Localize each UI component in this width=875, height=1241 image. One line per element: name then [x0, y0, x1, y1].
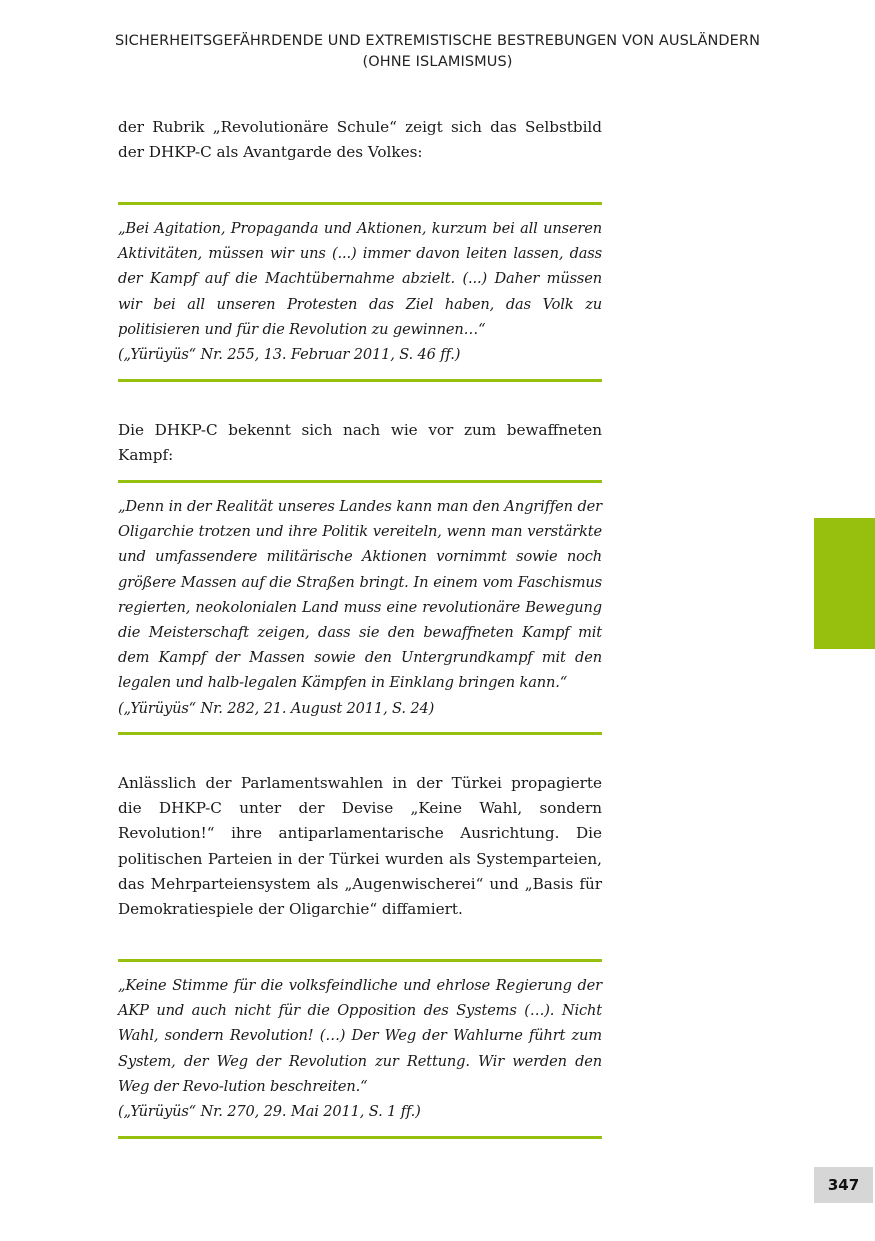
quote-2-source: („Yürüyüs“ Nr. 282, 21. August 2011, S. 24) — [118, 699, 435, 717]
quote-1-top-rule — [118, 202, 602, 205]
quote-3-text: „Keine Stimme für die volksfeindliche und ehrlose Regierung der AKP und auch nicht für die Opposition des Systems (…). Nicht Wahl, sondern Revolution! (…) Der Weg der Wahlurne führt zum System, der Weg der Revolution zur Rettung. Wir werden den Weg der Revo-lution beschreiten.“ — [118, 977, 602, 1095]
quote-block-2 — [118, 494, 602, 721]
quote-1-bottom-rule — [118, 379, 602, 382]
quote-block-1 — [118, 216, 602, 367]
quote-2-text: „Denn in der Realität unseres Landes kann man den Angriffen der Oligarchie trotzen und ihre Politik vereiteln, wenn man verstärkte und umfassendere militärische Aktionen vornimmt sowie noch größere Massen auf die Straßen bringt. In einem vom Faschismus regierten, neokolonialen Land muss eine revolutionäre Bewegung die Meisterschaft zeigen, dass sie den bewaffneten Kampf mit dem Kampf der Massen sowie den Untergrundkampf mit den legalen und halb-legalen Kämpfen in Einklang bringen kann.“ — [118, 498, 602, 692]
quote-block-3 — [118, 973, 602, 1124]
quote-2-bottom-rule — [118, 732, 602, 735]
running-header — [60, 31, 815, 73]
header-line-2: (OHNE ISLAMISMUS) — [362, 54, 513, 70]
quote-3-source: („Yürüyüs“ Nr. 270, 29. Mai 2011, S. 1 ff.) — [118, 1103, 421, 1121]
chapter-side-tab — [814, 518, 875, 649]
body-paragraph-2: Die DHKP-C bekennt sich nach wie vor zum bewaffneten Kampf: — [118, 421, 602, 465]
page-number: 347 — [814, 1167, 873, 1203]
header-line-1: SICHERHEITSGEFÄHRDENDE UND EXTREMISTISCHE BESTREBUNGEN VON AUSLÄNDERN — [114, 33, 761, 49]
body-paragraph-1: der Rubrik „Revolutionäre Schule“ zeigt sich das Selbstbild der DHKP-C als Avantgarde des Volkes: — [118, 118, 602, 162]
quote-2-top-rule — [118, 480, 602, 483]
quote-3-top-rule — [118, 959, 602, 962]
quote-1-source: („Yürüyüs“ Nr. 255, 13. Februar 2011, S. 46 ff.) — [118, 346, 461, 364]
body-paragraph-3: Anlässlich der Parlamentswahlen in der Türkei propagierte die DHKP-C unter der Devise „Keine Wahl, sondern Revolution!“ ihre antiparlamentarische Ausrichtung. Die politischen Parteien in der Türkei wurden als Systemparteien, das Mehrparteiensystem als „Augenwischerei“ und „Basis für Demokratiespiele der Oligarchie“ diffamiert. — [118, 774, 602, 919]
quote-1-text: „Bei Agitation, Propaganda und Aktionen, kurzum bei all unseren Aktivitäten, müssen wir uns (...) immer davon leiten lassen, dass der Kampf auf die Machtübernahme abzielt. (...) Daher müssen wir bei all unseren Protesten das Ziel haben, das Volk zu politisieren und für die Revolution zu gewinnen…“ — [118, 220, 602, 338]
quote-3-bottom-rule — [118, 1136, 602, 1139]
